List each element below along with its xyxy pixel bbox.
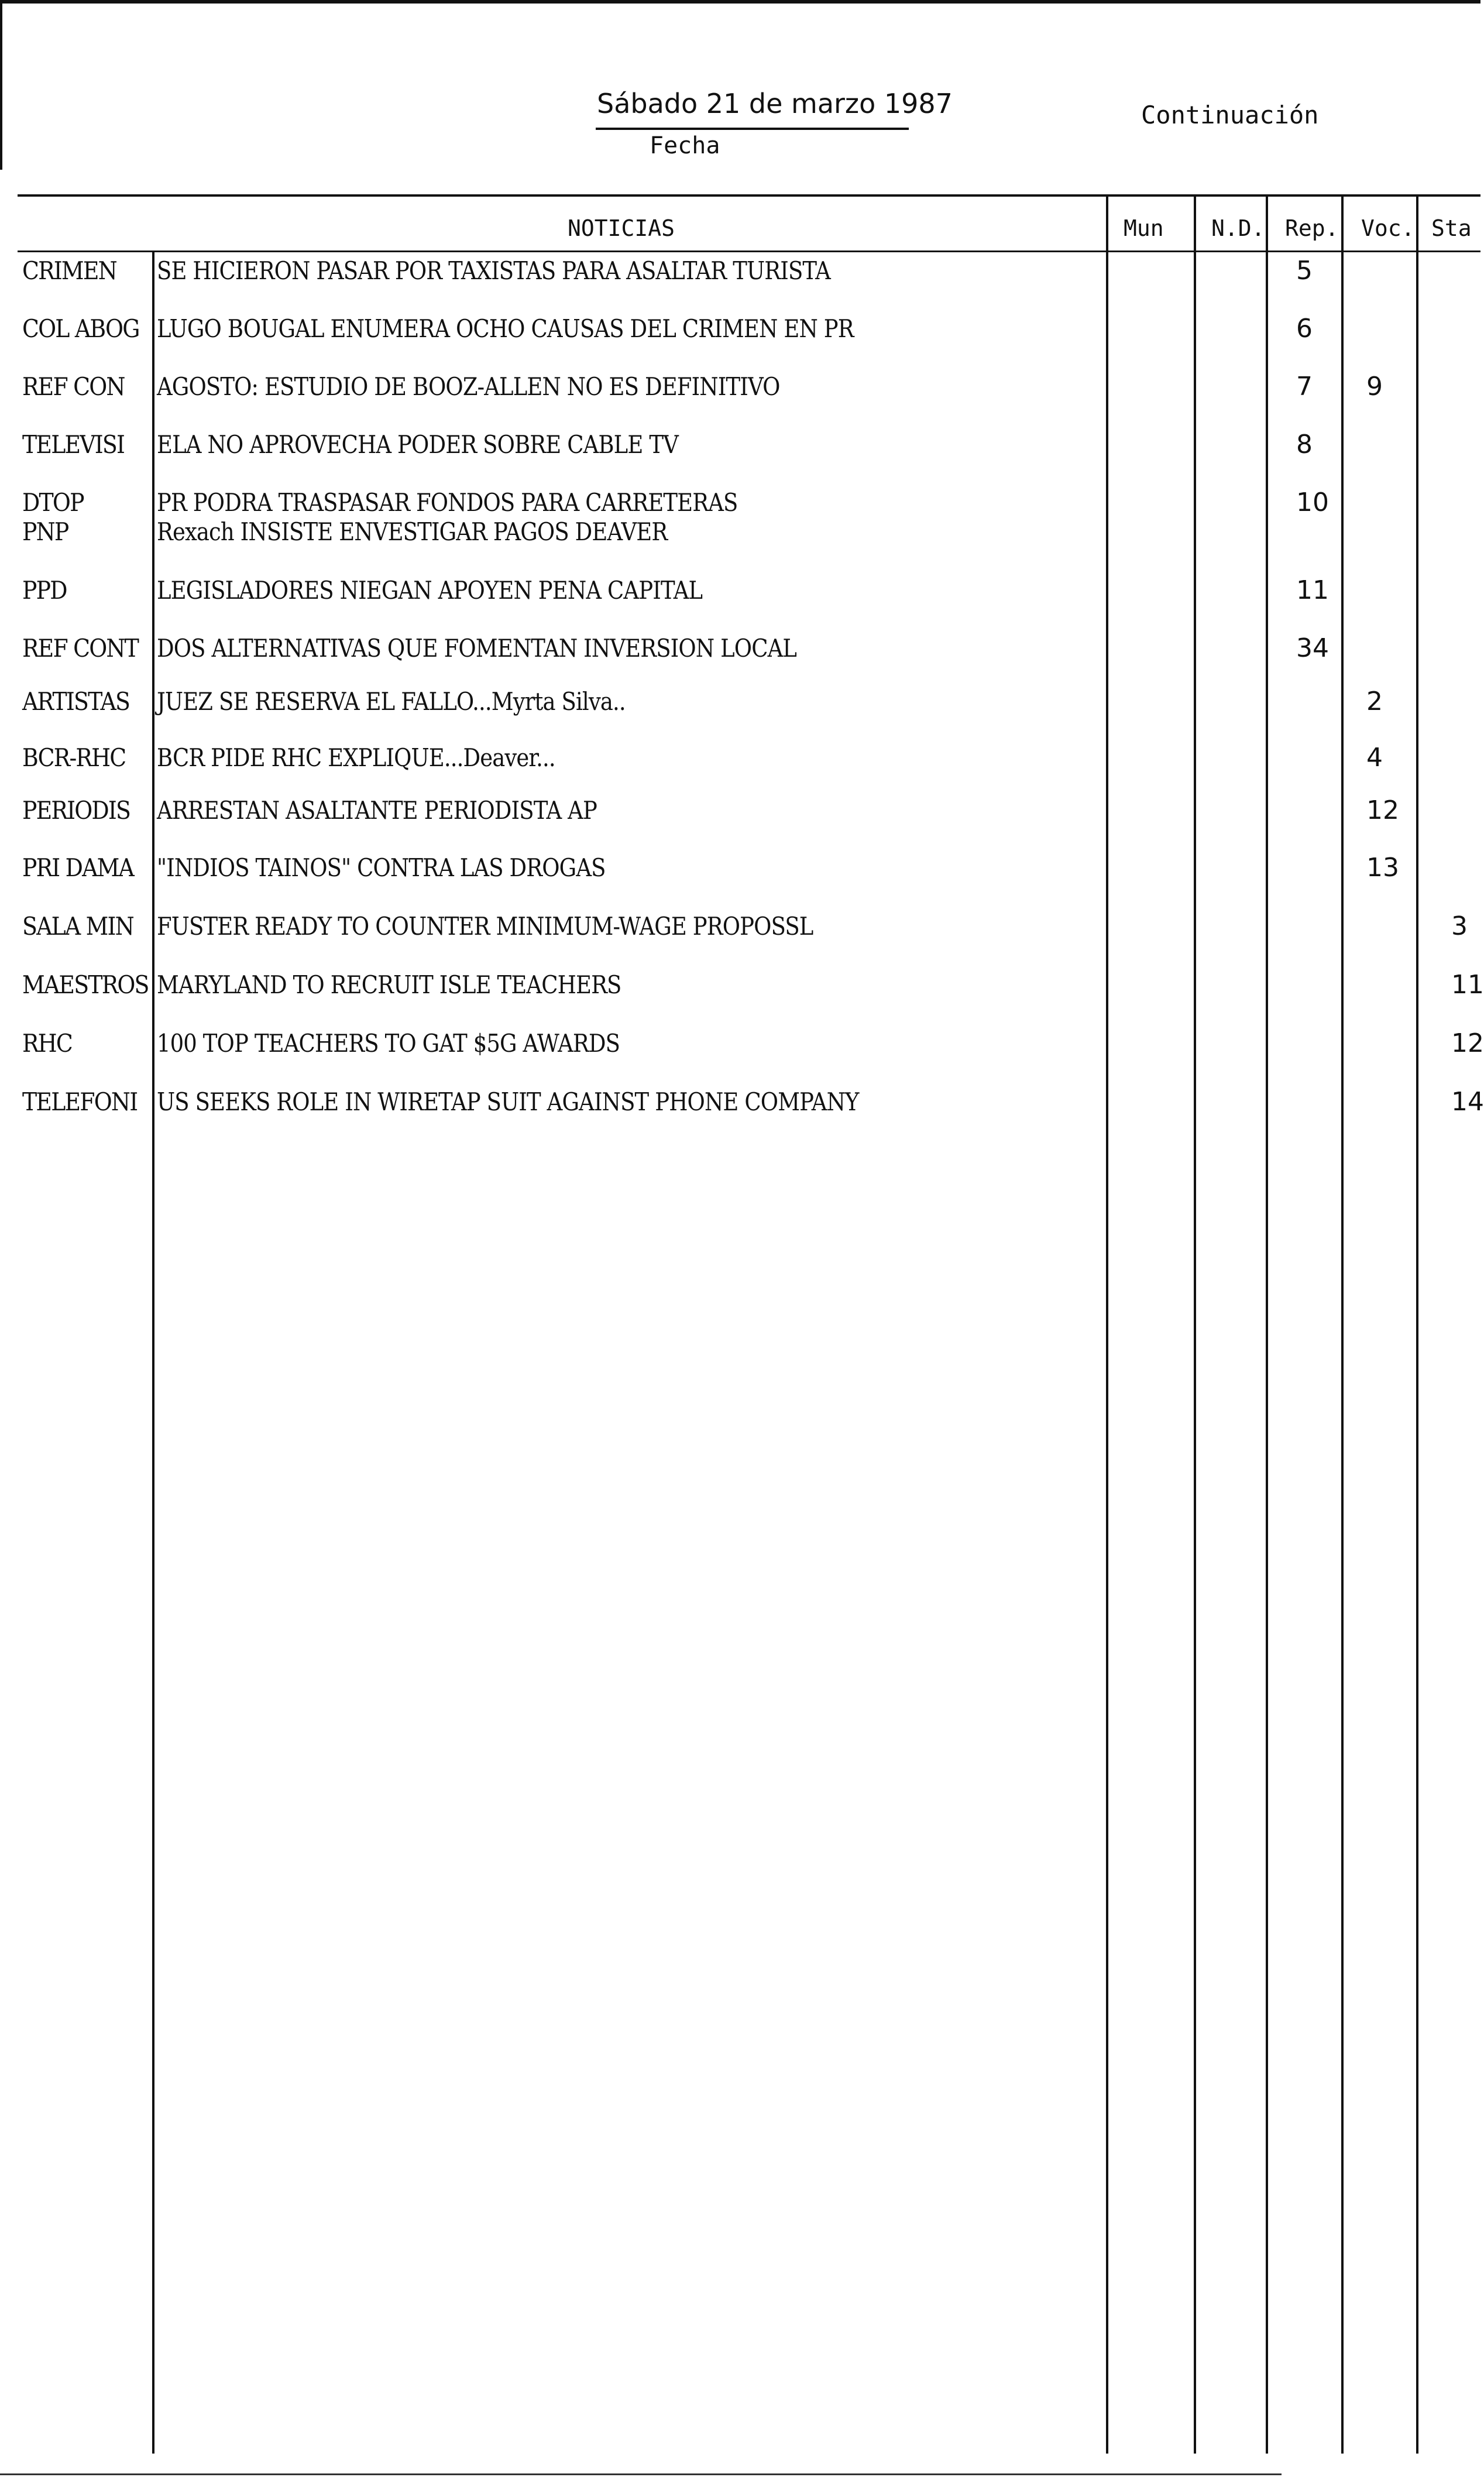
- column-header-noticias: NOTICIAS: [568, 215, 675, 241]
- row-title: BCR PIDE RHC EXPLIQUE...Deaver...: [157, 743, 555, 772]
- row-title: LUGO BOUGAL ENUMERA OCHO CAUSAS DEL CRIMEN EN PR: [157, 314, 854, 343]
- column-divider-mun: [1194, 194, 1196, 2454]
- row-voc-page: 9: [1366, 372, 1383, 402]
- date-value: Sábado 21 de marzo 1987: [597, 88, 953, 119]
- row-title-secondary: Rexach INSISTE ENVESTIGAR PAGOS DEAVER: [157, 517, 668, 546]
- row-title: PR PODRA TRASPASAR FONDOS PARA CARRETERAS: [157, 488, 738, 517]
- row-title: DOS ALTERNATIVAS QUE FOMENTAN INVERSION LOCAL: [157, 634, 797, 663]
- news-table: [18, 194, 1484, 2454]
- column-header-voc: Voc.: [1361, 215, 1415, 241]
- row-category: SALA MIN: [22, 912, 133, 941]
- row-category: COL ABOG: [22, 314, 139, 343]
- row-category: PERIODIS: [22, 796, 130, 825]
- row-category: RHC: [22, 1029, 72, 1058]
- date-underline: [596, 128, 909, 130]
- column-header-nd: N.D.: [1211, 215, 1265, 241]
- page-top-border: [0, 0, 1480, 4]
- column-header-rep: Rep.: [1285, 215, 1339, 241]
- row-category: PPD: [22, 576, 67, 605]
- row-voc-page: 2: [1366, 687, 1383, 716]
- page-left-border: [0, 0, 2, 170]
- row-title: "INDIOS TAINOS" CONTRA LAS DROGAS: [157, 853, 606, 882]
- column-divider-rep: [1341, 194, 1344, 2454]
- column-header-sta: Sta: [1431, 215, 1472, 241]
- row-category: PRI DAMA: [22, 853, 134, 882]
- row-category-secondary: PNP: [22, 517, 68, 546]
- row-sta-page: 11: [1451, 970, 1484, 1000]
- row-title: MARYLAND TO RECRUIT ISLE TEACHERS: [157, 970, 621, 999]
- row-sta-page: 14: [1451, 1087, 1484, 1117]
- row-rep-page: 11: [1296, 575, 1329, 605]
- row-rep-page: 6: [1296, 314, 1313, 344]
- row-title: ARRESTAN ASALTANTE PERIODISTA AP: [157, 796, 597, 825]
- row-category: BCR-RHC: [22, 743, 126, 772]
- row-voc-page: 4: [1366, 743, 1383, 773]
- row-title: ELA NO APROVECHA PODER SOBRE CABLE TV: [157, 430, 678, 459]
- row-title: FUSTER READY TO COUNTER MINIMUM-WAGE PROPOSSL: [157, 912, 813, 941]
- column-divider-noticias: [1106, 194, 1108, 2454]
- row-title: AGOSTO: ESTUDIO DE BOOZ-ALLEN NO ES DEFINITIVO: [157, 372, 780, 401]
- row-category: DTOP: [22, 488, 84, 517]
- continuation-label: Continuación: [1141, 101, 1319, 129]
- row-sta-page: 3: [1451, 911, 1468, 941]
- row-sta-page: 12: [1451, 1028, 1484, 1058]
- row-title: LEGISLADORES NIEGAN APOYEN PENA CAPITAL: [157, 576, 703, 605]
- column-divider-category: [152, 251, 154, 2454]
- date-label: Fecha: [650, 132, 720, 159]
- table-top-rule: [18, 194, 1480, 197]
- row-category: ARTISTAS: [22, 687, 130, 716]
- row-category: MAESTROS: [22, 970, 149, 999]
- row-category: REF CON: [22, 372, 125, 401]
- row-voc-page: 12: [1366, 795, 1399, 825]
- row-rep-page: 7: [1296, 372, 1313, 402]
- table-header-rule: [18, 251, 1480, 252]
- row-category: TELEVISI: [22, 430, 125, 459]
- row-category: REF CONT: [22, 634, 139, 663]
- row-title: 100 TOP TEACHERS TO GAT $5G AWARDS: [157, 1029, 620, 1058]
- row-voc-page: 13: [1366, 853, 1399, 883]
- row-title: US SEEKS ROLE IN WIRETAP SUIT AGAINST PHONE COMPANY: [157, 1087, 859, 1116]
- row-rep-page: 8: [1296, 430, 1313, 459]
- row-rep-page: 10: [1296, 488, 1329, 517]
- column-divider-voc: [1416, 194, 1418, 2454]
- row-title: SE HICIERON PASAR POR TAXISTAS PARA ASALTAR TURISTA: [157, 256, 830, 285]
- column-divider-nd: [1266, 194, 1268, 2454]
- row-category: CRIMEN: [22, 256, 116, 285]
- page-bottom-border: [0, 2473, 1282, 2475]
- column-header-mun: Mun: [1124, 215, 1164, 241]
- row-title: JUEZ SE RESERVA EL FALLO...Myrta Silva..: [157, 687, 626, 716]
- row-category: TELEFONI: [22, 1087, 138, 1116]
- row-rep-page: 5: [1296, 256, 1313, 286]
- row-rep-page: 34: [1296, 633, 1329, 663]
